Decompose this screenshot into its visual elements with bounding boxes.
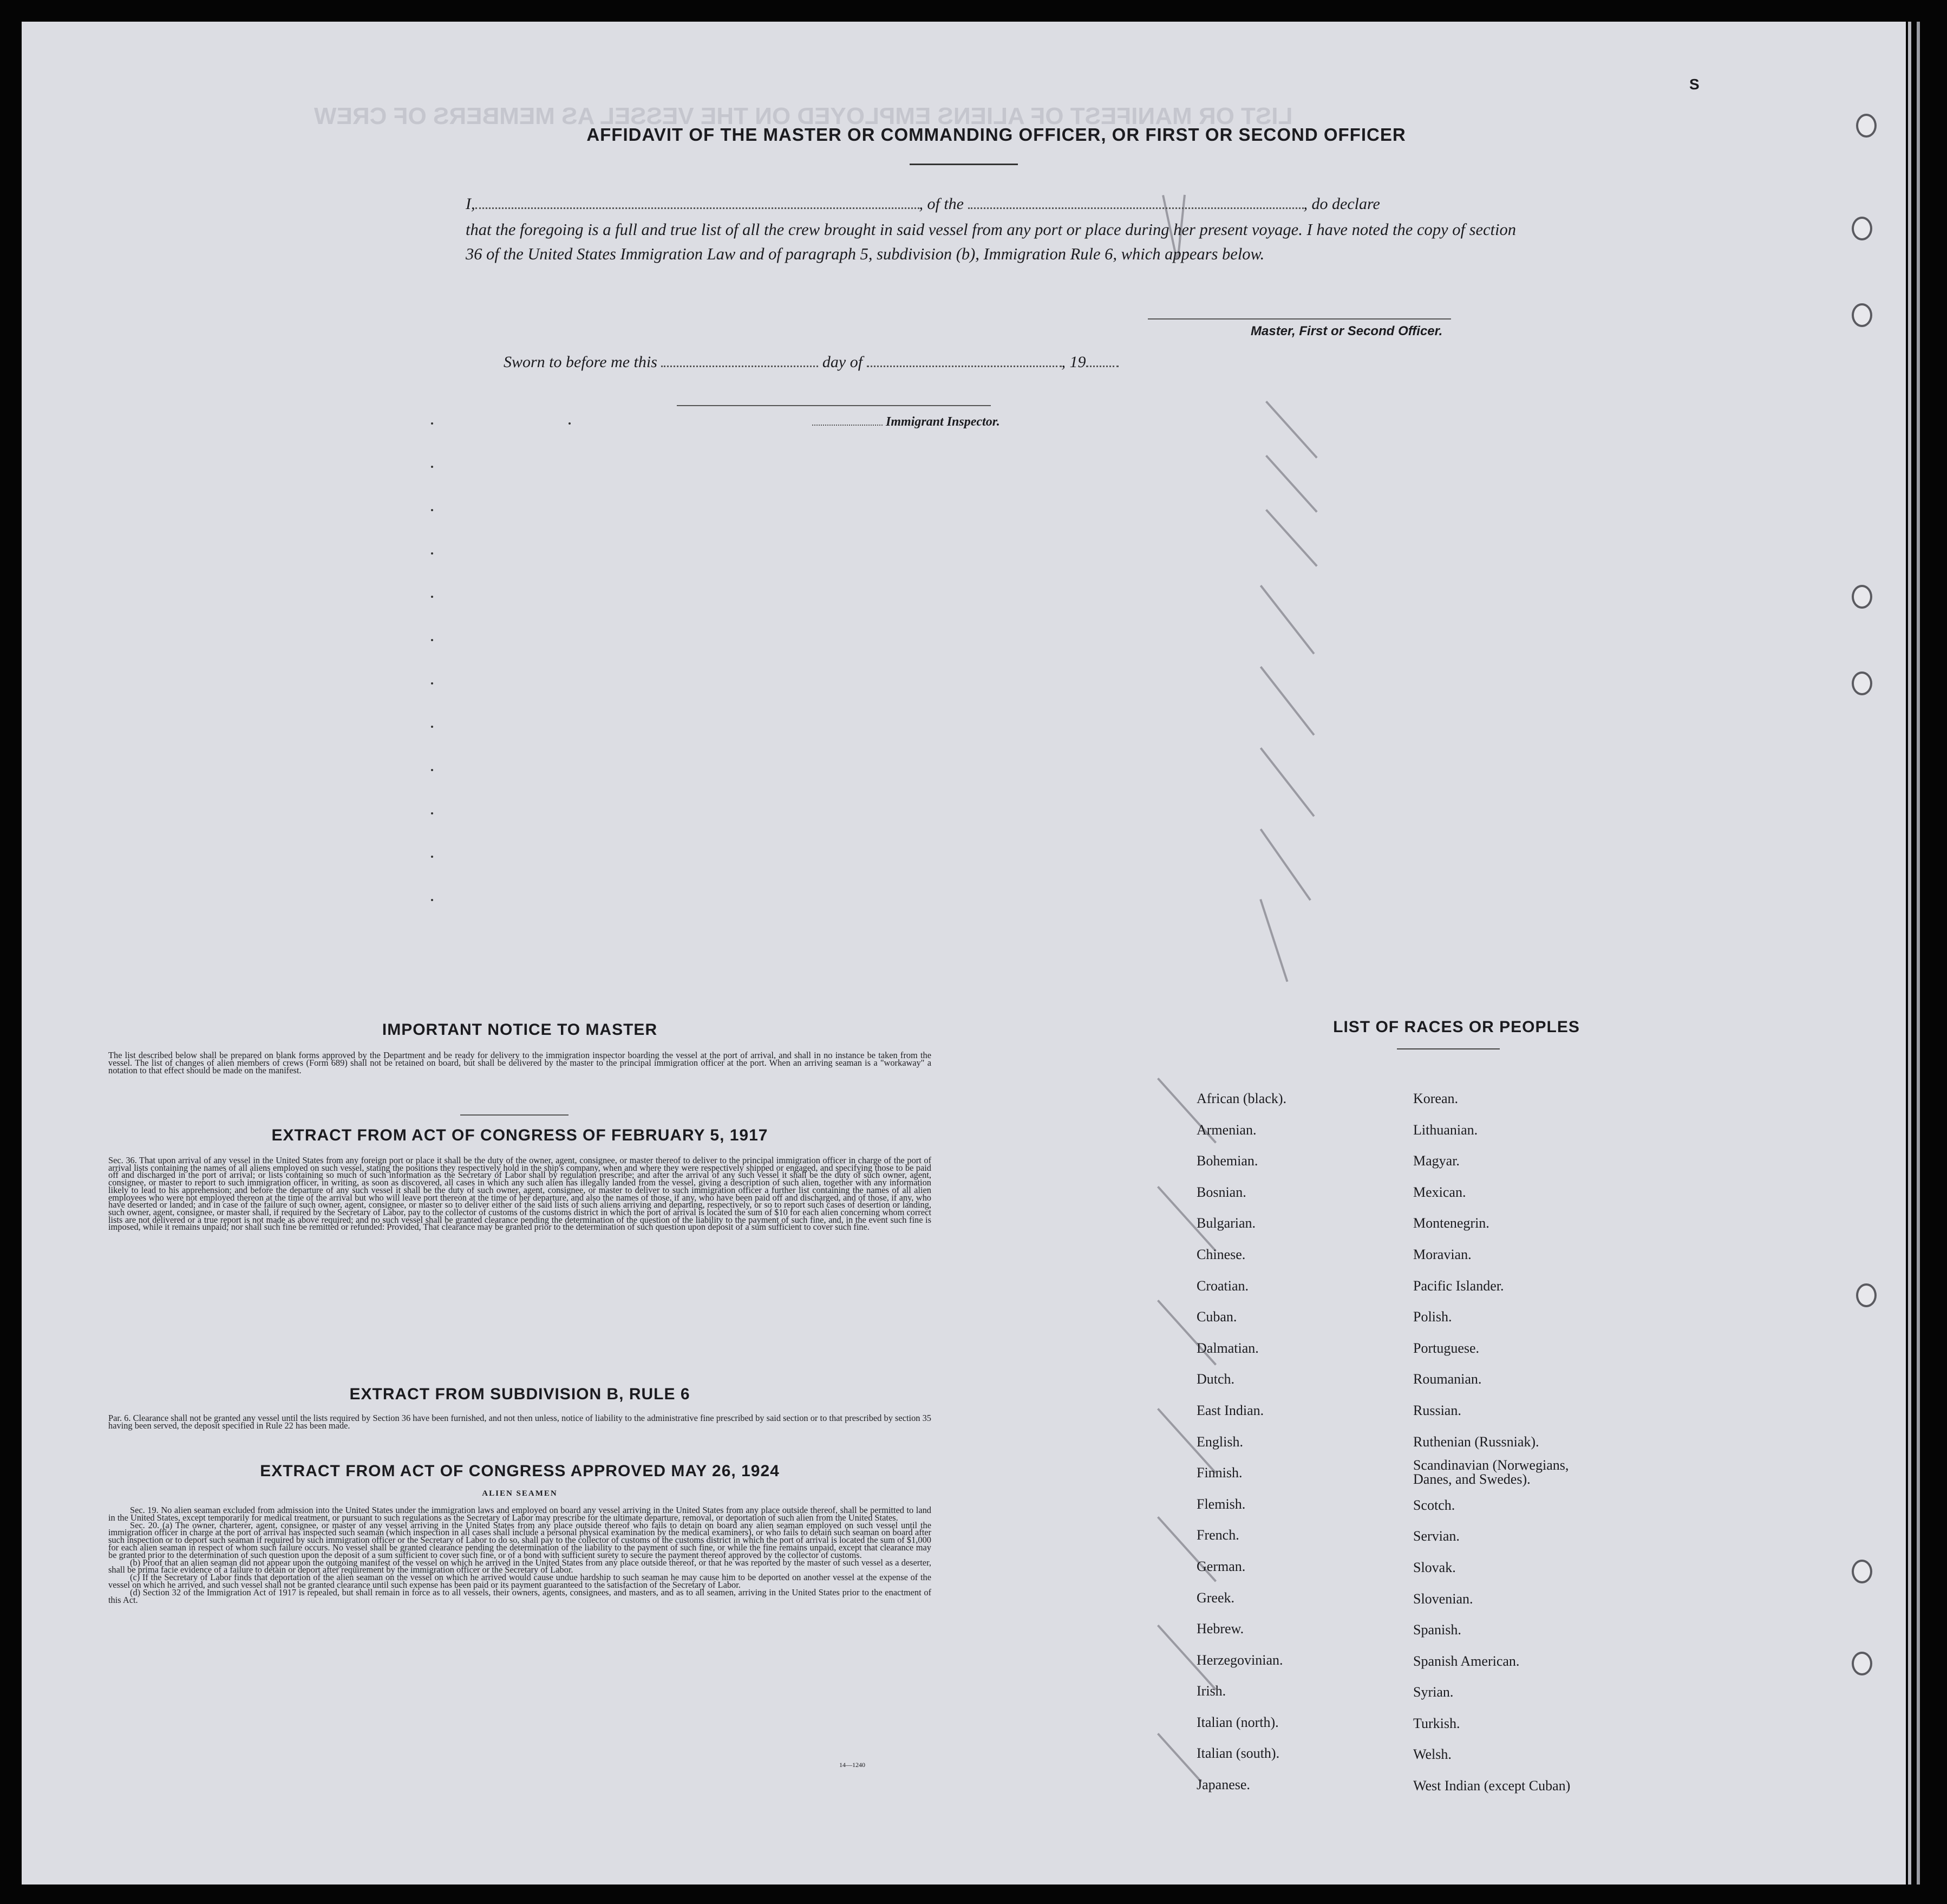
extract-rule6-text: Par. 6. Clearance shall not be granted any vessel until the lists required by Section 36 have been furnished, and not then unless, notice of liability to the administrative fine prescribed by said section or to that prescribed by section 35 having been served, the deposit specified in Rule 22 has been made. [108,1413,931,1431]
extract-1917-heading: EXTRACT FROM ACT OF CONGRESS OF FEBRUARY 5, 1917 [271,1126,768,1144]
form-number: 14—1240 [839,1761,865,1769]
inspector-line[interactable] [677,405,991,406]
inspector-caption-line [812,415,1000,429]
race-left-item: Bosnian. [1197,1184,1246,1200]
notice-text: The list described below shall be prepared on blank forms approved by the Department and be ready for delivery to the immigration inspector boarding the vessel at the port of arrival, and shall in no instance be taken from the vessel. The list of changes of alien members of crews (Form 689) shall not be retained on board, but shall be delivered by the master to the principal immigration officer at the port. When an arriving seaman is a "workaway" a notation to that effect should be made on the manifest. [108,1050,931,1076]
document-page [22,22,1906,1885]
race-right-item: Scandinavian (Norwegians, Danes, and Swedes). [1413,1457,1569,1488]
race-left-item: German. [1197,1558,1246,1574]
race-right-item: Moravian. [1413,1246,1472,1262]
extract-1924-sec20a: Sec. 20. (a) The owner, charterer, agent, consignee, or master of any vessel arriving in the United States from any place outside thereof who fails to detain on board any alien seaman employed on such vessel until the immigration officer in charge at the port of arrival has inspected such seaman (which inspection in all cases shall include a personal physical examination by the medical examiners), or who fails to detain such seaman on board after such inspection or to deport such seaman if required by such immigration officer or the Secretary of Labor to do so, shall pay to the collector of customs of the customs district in which the port of arrival is located the sum of $1,000 for each alien seaman in respect of whom such failure occurs. No vessel shall be granted clearance pending the determination of the liability to the payment of such fine, or while the fine remains unpaid, except that clearance may be granted prior to the determination of such question upon the deposit of a sum sufficient to cover such fine, or of a bond with sufficient surety to secure the payment thereof approved by the collector of customs. [108,1520,931,1560]
pencil-mark [1265,401,1318,459]
race-right-item: West Indian (except Cuban) [1413,1778,1571,1794]
dot [431,856,433,858]
binder-hole [1856,114,1877,138]
race-right-item: Spanish. [1413,1622,1461,1638]
dot [431,769,433,771]
i-label: I, [466,195,475,213]
race-right-item: Pacific Islander. [1413,1277,1504,1294]
extract-rule6-heading: EXTRACT FROM SUBDIVISION B, RULE 6 [349,1385,690,1403]
bleed-through-text: LIST OR MANIFEST OF ALIENS EMPLOYED ON THE VESSEL AS MEMBERS OF CREW [314,103,1293,129]
inspector-caption: Immigrant Inspector. [886,415,1000,429]
extract-1924-sec20d: (d) Section 32 of the Immigration Act of 1917 is repealed, but shall remain in force as to all vessels, their owners, agents, consignees, and masters, and as to all seamen, arriving in the United States prior to the enactment of this Act. [108,1587,931,1605]
race-left-item: Dalmatian. [1197,1340,1259,1356]
sworn-day-blank[interactable] [661,366,818,367]
race-right-item: Magyar. [1413,1153,1460,1169]
binder-hole [1852,585,1872,609]
heading-rule [1397,1048,1500,1049]
notice-heading: IMPORTANT NOTICE TO MASTER [382,1021,658,1039]
race-left-item: Herzegovinian. [1197,1652,1283,1668]
race-right-item: Slovenian. [1413,1590,1473,1607]
race-right-item: Spanish American. [1413,1653,1520,1669]
binder-hole [1852,1560,1872,1583]
race-right-item: Russian. [1413,1402,1461,1418]
dot [431,682,433,684]
race-left-item: Japanese. [1197,1777,1250,1793]
dot [431,422,433,425]
race-left-item: Croatian. [1197,1277,1249,1294]
dot [431,596,433,598]
race-left-item: African (black). [1197,1091,1287,1106]
dot [431,812,433,814]
heading-rule [460,1114,569,1116]
race-left-item: Bohemian. [1197,1153,1258,1169]
dot [431,509,433,511]
race-right-item: Lithuanian. [1413,1121,1478,1138]
sworn-year-blank[interactable] [1086,366,1119,367]
year-label: , 19 [1061,353,1086,371]
heading-rule [910,164,1018,165]
sworn-month-blank[interactable] [867,366,1062,367]
binder-hole [1852,303,1872,327]
race-right-item: Roumanian. [1413,1371,1482,1387]
race-right-item: Servian. [1413,1528,1460,1544]
race-left-item: East Indian. [1197,1402,1264,1418]
extract-1924-body [108,1507,931,1603]
races-list-left [1197,1083,1286,1801]
of-the-label: , of the [919,195,964,213]
page-edge [1908,22,1911,1885]
signature-line[interactable] [1148,318,1451,319]
race-left-item: English. [1197,1433,1243,1450]
binder-hole [1852,1652,1872,1675]
race-left-item: Dutch. [1197,1371,1235,1387]
inspector-blank [812,425,883,426]
race-right-item: Polish. [1413,1309,1452,1325]
extract-1924-sec19: Sec. 19. No alien seaman excluded from admission into the United States under the immigration laws and employed on board any vessel arriving in the United States from any place outside thereof, shall be permitted to land in the United States, except temporarily for medical treatment, or pursuant to such regulations as the Secretary of Labor may prescribe for the ultimate departure, removal, or deportation of such alien from the United States. [108,1505,931,1523]
race-right-item: Ruthenian (Russniak). [1413,1433,1539,1450]
dot [569,422,571,425]
race-left-item: Chinese. [1197,1246,1246,1262]
race-left-item: Bulgarian. [1197,1215,1256,1231]
race-right-item: Welsh. [1413,1746,1452,1763]
pencil-mark [1265,509,1318,567]
name-blank[interactable] [475,207,919,209]
affidavit-declaration-line [466,195,1549,213]
affidavit-heading: AFFIDAVIT OF THE MASTER OR COMMANDING OFFICER, OR FIRST OR SECOND OFFICER [586,125,1406,145]
margin-mark: S [1689,76,1700,93]
race-left-item: French. [1197,1527,1239,1543]
dot [431,466,433,468]
extract-1924-sec20c: (c) If the Secretary of Labor finds that deportation of the alien seaman on the vessel on which he arrived would cause undue hardship to such seaman he may cause him to be deported on another vessel at the expense of the vessel on which he arrived, and such vessel shall not be granted clearance until such expense has been paid or its payment guaranteed to the satisfaction of the Secretary of Labor. [108,1572,931,1590]
do-declare-label: , do declare [1303,195,1380,213]
pencil-mark [1260,829,1311,901]
races-list-right [1413,1083,1608,1802]
pencil-mark [1259,899,1288,982]
race-right-item: Slovak. [1413,1559,1456,1575]
sworn-label: Sworn to before me this [504,353,657,371]
sworn-line [504,353,1119,371]
dot [431,639,433,641]
race-left-item: Italian (north). [1197,1714,1279,1730]
day-of-label: day of [822,353,863,371]
dot [431,899,433,901]
race-left-item: Finnish. [1197,1465,1243,1481]
race-right-item: Korean. [1413,1091,1459,1106]
affidavit-body: that the foregoing is a full and true list of all the crew brought in said vessel from any port or place during her present voyage. I have noted the copy of section 36 of the United States Immigration Law and of paragraph 5, subdivision (b), Immigration Rule 6, which appears below. [466,220,1516,263]
extract-1924-sec20b: (b) Proof that an alien seaman did not appear upon the outgoing manifest of the vessel on which he arrived in the United States from any place outside thereof, or that he was reported by the master of such vessel as a deserter, shall be prima facie evidence of a failure to detain or deport after requirement by the immigration officer or the Secretary of Labor. [108,1557,931,1575]
race-right-item: Montenegrin. [1413,1215,1489,1231]
extract-1924-heading: EXTRACT FROM ACT OF CONGRESS APPROVED MAY 26, 1924 [260,1462,780,1480]
pencil-mark [1260,585,1315,655]
race-right-item: Syrian. [1413,1684,1454,1700]
pencil-mark [1265,455,1318,513]
vessel-blank[interactable] [968,207,1304,209]
race-right-item: Mexican. [1413,1184,1466,1200]
race-left-item: Flemish. [1197,1496,1246,1512]
race-right-item: Turkish. [1413,1715,1460,1731]
dot [431,726,433,728]
pencil-mark [1260,747,1315,817]
race-left-item: Hebrew. [1197,1621,1244,1637]
pencil-mark [1157,1733,1202,1783]
race-left-item: Irish. [1197,1683,1226,1699]
race-left-item: Cuban. [1197,1309,1237,1325]
race-left-item: Greek. [1197,1589,1235,1606]
races-heading: LIST OF RACES OR PEOPLES [1333,1018,1580,1036]
pencil-mark [1260,666,1315,736]
extract-1917-text: Sec. 36. That upon arrival of any vessel in the United States from any foreign port or place it shall be the duty of the owner, agent, consignee, or master thereof to deliver to the principal immigration officer in charge of the port of arrival lists containing the names of all aliens employed on such vessel, stating the positions they respectively hold in the ship's company, when and where they were respectively shipped or engaged, and specifying those to be paid off and discharged in the port of arrival; or lists containing so much of such information as the Secretary of Labor shall by regulation prescribe; and after the arrival of any such vessel it shall be the duty of such owner, agent, consignee, or master to report to such immigration officer, in writing, as soon as discovered, all cases in which any such alien has illegally landed from the vessel, giving a description of such alien, together with any information likely to lead to his apprehension; and before the departure of any such vessel it shall be the duty of such owner, agent, consignee, or master to deliver to such immigration officer a further list containing the names of all alien employees who were not employed thereon at the time of the arrival but who will leave port thereon at the time of her departure, and also the names of those, if any, who have been paid off and discharged, and of those, if any, who have deserted or landed; and in case of the failure of such owner, agent, consignee, or master so to deliver either of the said lists of such aliens arriving and departing, respectively, or so to report such cases of desertion or landing, such owner, agent, consignee, or master shall, if required by the Secretary of Labor, pay to the collector of customs of the customs district in which the port of arrival is located the sum of $10 for each alien concerning whom correct lists are not delivered or a true report is not made as above required; and no such vessel shall be granted clearance pending the determination of the question of the liability to the payment of such fine, and, in the event such fine is imposed, while it remains unpaid; nor shall such fine be remitted or refunded: Provided, That clearance may be granted prior to the determination of such question upon deposit of a sum sufficient to cover such fine. [108,1155,931,1233]
binder-hole [1852,671,1872,695]
race-right-item: Portuguese. [1413,1340,1480,1356]
extract-1924-subheading: ALIEN SEAMEN [482,1489,558,1498]
dot [431,552,433,555]
binder-hole [1852,217,1872,240]
binder-hole [1856,1283,1877,1307]
race-left-item: Italian (south). [1197,1745,1280,1762]
race-left-item: Armenian. [1197,1121,1257,1138]
page-edge [1917,22,1920,1885]
signature-caption: Master, First or Second Officer. [1251,324,1443,338]
race-right-item: Scotch. [1413,1497,1455,1513]
